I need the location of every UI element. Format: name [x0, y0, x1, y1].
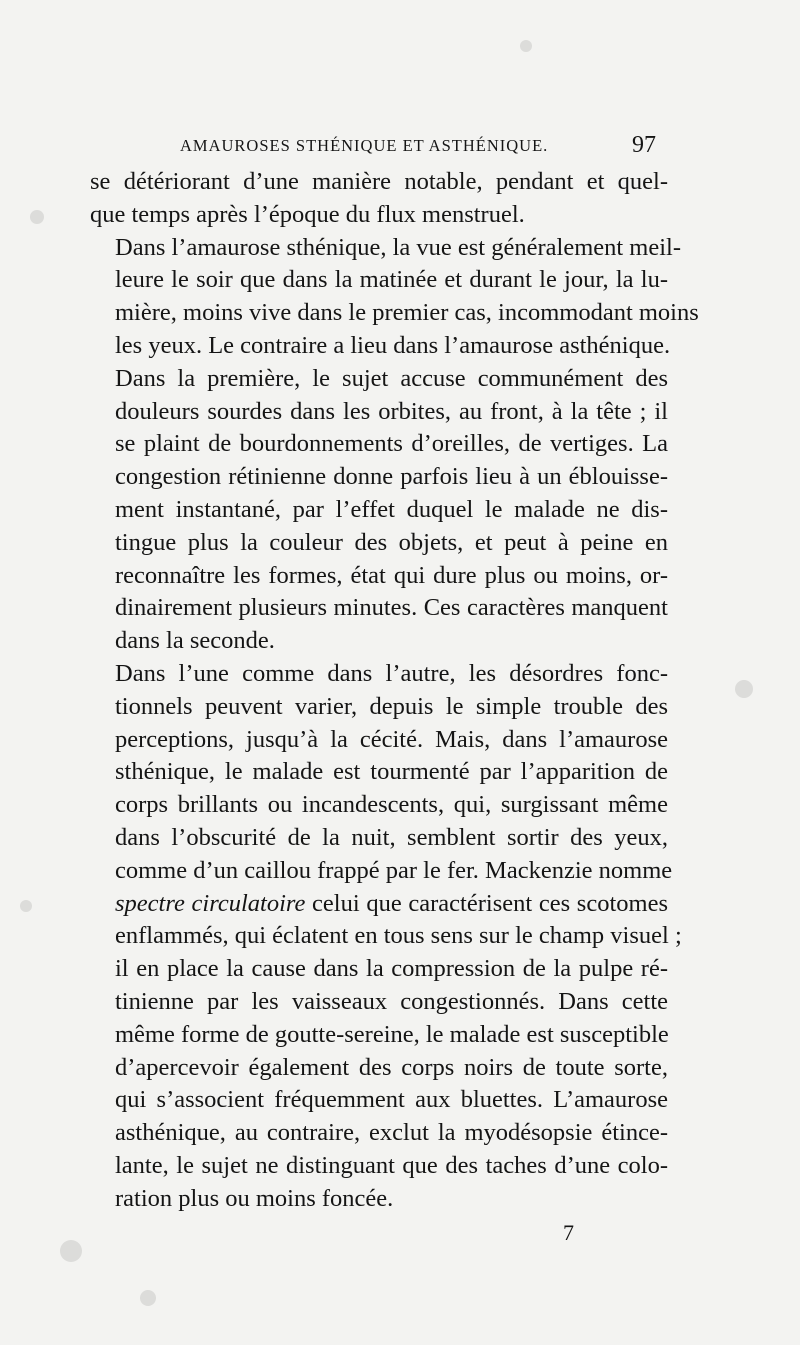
text-line: Dans la première, le sujet accuse communément des — [115, 364, 668, 392]
text-line: leure le soir que dans la matinée et durant le jour, la lu- — [115, 266, 668, 294]
text-line: dans l’obscurité de la nuit, semblent sortir des yeux, — [115, 823, 668, 851]
text-line: que temps après l’époque du flux menstruel. — [90, 200, 525, 228]
text-line: tingue plus la couleur des objets, et peut à peine en — [115, 528, 668, 556]
paper-speck — [520, 40, 532, 52]
text-line: d’apercevoir également des corps noirs de toute sorte, — [115, 1053, 668, 1081]
text-line: comme d’un caillou frappé par le fer. Mackenzie nomme — [115, 856, 673, 884]
text-line: mière, moins vive dans le premier cas, incommodant moins — [115, 299, 699, 327]
page-header — [180, 132, 660, 162]
paragraph — [90, 363, 668, 658]
body-text — [90, 166, 699, 1216]
text-line: corps brillants ou incandescents, qui, surgissant même — [115, 791, 668, 819]
text-line: tionnels peuvent varier, depuis le simple trouble des — [115, 692, 668, 720]
text-line: congestion rétinienne donne parfois lieu à un éblouisse- — [115, 463, 668, 491]
text-line: douleurs sourdes dans les orbites, au front, à la tête ; il — [115, 397, 668, 425]
paragraph — [90, 658, 682, 1216]
text-line: dans la seconde. — [115, 627, 275, 655]
text-line: perceptions, jusqu’à la cécité. Mais, dans l’amaurose — [115, 725, 668, 753]
text-line: dinairement plusieurs minutes. Ces caractères manquent — [115, 594, 668, 622]
text-line: sthénique, le malade est tourmenté par l’apparition de — [115, 758, 668, 786]
text-line: reconnaître les formes, état qui dure plus ou moins, or- — [115, 561, 668, 589]
paragraph — [90, 166, 668, 232]
paper-speck — [60, 1240, 82, 1262]
signature-mark: 7 — [563, 1220, 574, 1245]
text-line: enflammés, qui éclatent en tous sens sur le champ visuel ; — [115, 922, 682, 950]
text-line: qui s’associent fréquemment aux bluettes. L’amaurose — [115, 1086, 668, 1114]
text-line: les yeux. Le contraire a lieu dans l’amaurose asthénique. — [115, 331, 671, 359]
text-line: asthénique, au contraire, exclut la myodésopsie étince- — [115, 1119, 668, 1147]
text-line: se plaint de bourdonnements d’oreilles, de vertiges. La — [115, 430, 668, 458]
text-line: Dans l’une comme dans l’autre, les désordres fonc- — [115, 659, 668, 687]
text-line: même forme de goutte-sereine, le malade est susceptible — [115, 1020, 669, 1048]
text-line: ration plus ou moins foncée. — [115, 1184, 394, 1212]
text-line: lante, le sujet ne distinguant que des taches d’une colo- — [115, 1151, 668, 1179]
text-line: il en place la cause dans la compression de la pulpe ré- — [115, 955, 668, 983]
paper-speck — [735, 680, 753, 698]
text-line: Dans l’amaurose sthénique, la vue est généralement meil- — [115, 233, 682, 261]
text-line: se détériorant d’une manière notable, pendant et quel- — [90, 168, 668, 195]
paper-speck — [20, 900, 32, 912]
paper-speck — [140, 1290, 156, 1306]
text-line: ment instantané, par l’effet duquel le malade ne dis- — [115, 495, 668, 523]
page-number: 97 — [632, 132, 656, 158]
text-line: spectre circulatoire celui que caractérisent ces scotomes — [115, 889, 668, 917]
paragraph — [90, 232, 699, 363]
text-line: tinienne par les vaisseaux congestionnés. Dans cette — [115, 987, 668, 1015]
paper-speck — [30, 210, 44, 224]
running-title: AMAUROSES STHÉNIQUE ET ASTHÉNIQUE. — [180, 136, 549, 155]
